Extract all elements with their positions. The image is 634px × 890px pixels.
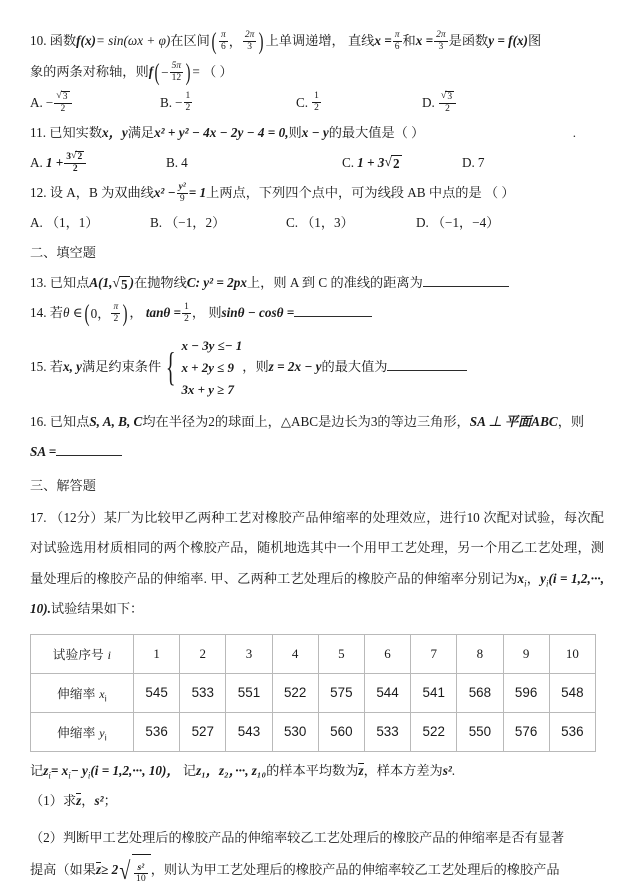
q17-note-z: z bbox=[43, 762, 49, 778]
q15-number: 15. bbox=[30, 358, 47, 374]
table-header-y: 伸缩率 $y_i$ bbox=[31, 712, 134, 751]
table-col-9: 9 bbox=[503, 634, 549, 673]
q17-sub2-line2-b: ，则认为甲工艺处理后的橡胶产品的伸缩率较乙工艺处理后的橡胶产品 bbox=[150, 862, 560, 878]
q10-option-d-value: √ 3 2 bbox=[439, 91, 456, 114]
q15-stem-c: 的最大值为 bbox=[321, 358, 388, 374]
q13-stem-a: 已知点 bbox=[49, 274, 90, 290]
paren-left-icon: ( bbox=[211, 28, 217, 56]
q10-line-text: 直线 bbox=[348, 33, 375, 48]
question-17-note: 记$z_i= x_i- y_i(i = 1,2,\cdot\cdot\cdot$, 10)， 记z₁，z₂，···, z₁₀的样本平均数为z，样本方差为s². bbox=[30, 762, 456, 781]
q11-stem-c: 则 bbox=[288, 124, 302, 140]
q15-answer-blank[interactable] bbox=[387, 357, 467, 371]
q10-interval-text: 在区间 bbox=[170, 33, 210, 48]
table-cell-y-2: 527 bbox=[180, 712, 226, 751]
q10-option-c-value: $\frac{1}{2}$ bbox=[314, 91, 319, 113]
q10-option-b-sign: − bbox=[175, 94, 183, 110]
question-17-sub2-line2 bbox=[30, 853, 604, 889]
q10-yfx: y = f(x) bbox=[488, 33, 528, 48]
experiment-data-table bbox=[30, 634, 596, 752]
q13-curve: C: y² = 2px bbox=[186, 274, 247, 290]
q17-note-range: (i = 1,2,···, 10)， bbox=[90, 762, 180, 778]
q11-option-b[interactable] bbox=[166, 148, 342, 178]
question-11 bbox=[30, 118, 604, 148]
q10-stem-prefix: 函数 bbox=[49, 33, 77, 48]
q16-stem-a: 已知点 bbox=[49, 413, 90, 429]
table-cell-y-10: 536 bbox=[549, 712, 595, 751]
table-cell-x-5: 575 bbox=[318, 673, 364, 712]
q17-sub2-label: （2） bbox=[30, 829, 63, 845]
q13-stem-b: 在抛物线 bbox=[134, 274, 187, 290]
question-12 bbox=[30, 178, 604, 208]
q17-note-minus: − y bbox=[70, 762, 88, 778]
q15-constraint-2: x + 2y ≤ 9 bbox=[181, 359, 234, 375]
q12-option-b-label: B. bbox=[150, 214, 163, 230]
q11-stem-b: 满足 bbox=[127, 124, 155, 140]
q15-constraint-1: x − 3y ≤− 1 bbox=[181, 337, 243, 353]
section-solution: 三、解答题 bbox=[30, 477, 96, 493]
q10-option-d-label: D. bbox=[422, 94, 435, 110]
q10-x1-frac: $\frac{\pi}{6}$ bbox=[394, 30, 400, 52]
table-cell-x-2: 533 bbox=[180, 673, 226, 712]
q17-xi-sub: i bbox=[524, 578, 527, 589]
brace-icon: { bbox=[165, 344, 176, 390]
table-cell-y-8: 550 bbox=[457, 712, 503, 751]
table-cell-x-1: 545 bbox=[134, 673, 180, 712]
q10-fx: f(x) bbox=[76, 33, 96, 48]
q10-option-b[interactable] bbox=[160, 88, 296, 118]
q14-interval-frac: $\frac{\pi}{2}$ bbox=[113, 302, 119, 324]
q17-note-end: . bbox=[451, 762, 456, 778]
q11-option-d-text: 7 bbox=[477, 154, 485, 170]
q17-sub2-zbar: z bbox=[95, 862, 102, 878]
q17-xi: x bbox=[517, 570, 525, 586]
table-cell-x-3: 551 bbox=[226, 673, 272, 712]
paren-right-icon: ) bbox=[258, 28, 265, 56]
q10-mono-text: 上单调递增， bbox=[265, 33, 345, 48]
q10-interval-low: $\frac{\pi}{6}$ bbox=[220, 30, 226, 52]
q10-f-arg-frac: $\frac{5\pi}{12}$ bbox=[171, 61, 182, 83]
table-col-8: 8 bbox=[457, 634, 503, 673]
q17-sub1-comma: ， bbox=[81, 792, 95, 808]
q10-x2-frac: $\frac{2\pi}{3}$ bbox=[436, 30, 446, 52]
question-13 bbox=[30, 268, 604, 298]
q10-f-arg: ( − $\frac{5\pi}{12}$ ) bbox=[154, 59, 191, 87]
q14-stem-a: 若 bbox=[49, 304, 63, 320]
table-cell-y-1: 536 bbox=[134, 712, 180, 751]
question-17-sub2 bbox=[30, 823, 604, 854]
q13-point-close: ) bbox=[129, 274, 135, 290]
table-cell-x-4: 522 bbox=[272, 673, 318, 712]
q13-number: 13. bbox=[30, 274, 47, 290]
q11-option-c-label: C. bbox=[342, 154, 355, 170]
q15-constraint-3: 3x + y ≥ 7 bbox=[181, 381, 234, 397]
q12-stem-a: 设 A，B 为双曲线 bbox=[49, 184, 154, 200]
q13-answer-blank[interactable] bbox=[423, 273, 509, 287]
question-14 bbox=[30, 298, 604, 329]
q10-f-eq: = （ ） bbox=[192, 63, 233, 79]
q16-stem-c: ，则 bbox=[557, 413, 585, 429]
table-header-index: 试验序号 i bbox=[31, 634, 134, 673]
paren-left-icon: ( bbox=[154, 59, 160, 87]
q17-para1: 某厂为比较甲乙两种工艺对橡胶产品伸缩率的处理效应，进行10 次配对试验，每次配对试验选用材质相同的两个橡胶产品，随机地选其中一个用甲工艺处理，另一个用乙工艺处理，测量处理后的橡胶产品的伸缩率. 甲、乙两种工艺处理后的橡胶产品的伸缩率分别记为 bbox=[30, 509, 604, 586]
q12-option-a-text: （1，1） bbox=[45, 214, 99, 230]
q17-sub2-text: 判断甲工艺处理后的橡胶产品的伸缩率较乙工艺处理后的橡胶产品的伸缩率是否有显著 bbox=[62, 829, 565, 845]
q17-score: （12分） bbox=[50, 509, 104, 525]
table-cell-y-7: 522 bbox=[411, 712, 457, 751]
q13-stem-c: 上，则 A 到 C 的准线的距离为 bbox=[246, 274, 423, 290]
q17-note-mean: 的样本平均数为 bbox=[266, 762, 359, 778]
q11-stray-mark: . bbox=[572, 124, 576, 140]
table-cell-x-6: 544 bbox=[364, 673, 410, 712]
q11-option-a[interactable] bbox=[30, 148, 166, 178]
table-col-6: 6 bbox=[364, 634, 410, 673]
q12-option-d-label: D. bbox=[416, 214, 429, 230]
q16-sa-answer-label: SA = bbox=[30, 443, 57, 459]
paren-right-icon: ) bbox=[122, 300, 128, 328]
q14-tan: tanθ = bbox=[145, 304, 182, 320]
q15-objective: z = 2x − y bbox=[268, 358, 322, 374]
table-row-x bbox=[31, 673, 596, 712]
table-cell-x-8: 568 bbox=[457, 673, 503, 712]
q14-answer-blank[interactable] bbox=[294, 303, 372, 317]
table-col-2: 2 bbox=[180, 634, 226, 673]
q16-perp-plane: 平面ABC bbox=[504, 413, 558, 429]
question-17-sub1 bbox=[30, 786, 604, 816]
table-col-7: 7 bbox=[411, 634, 457, 673]
q17-yi: y bbox=[540, 570, 547, 586]
q11-number: 11. bbox=[30, 124, 46, 140]
q16-answer-blank[interactable] bbox=[56, 442, 122, 456]
q16-stem-b: 均在半径为2的球面上，△ABC是边长为3的等边三角形， bbox=[142, 413, 470, 429]
table-col-1: 1 bbox=[134, 634, 180, 673]
q12-number: 12. bbox=[30, 184, 47, 200]
q10-he: 和 bbox=[402, 33, 416, 48]
q15-comma: ， bbox=[242, 358, 256, 374]
q17-note-var: ，样本方差为 bbox=[363, 762, 443, 778]
q17-sub1-zbar: z bbox=[76, 792, 82, 808]
q12-eq-right: = 1 bbox=[188, 184, 207, 200]
q17-note-list: z₁，z₂，···, z₁₀ bbox=[196, 762, 267, 778]
q11-option-a-label: A. bbox=[30, 154, 43, 170]
q10-option-b-value: $\frac{1}{2}$ bbox=[185, 91, 191, 113]
q10-option-a-value: √ 3 2 bbox=[54, 91, 71, 114]
q10-graph-text: 图 bbox=[527, 33, 542, 48]
sqrt-icon: √ 3 bbox=[56, 89, 68, 102]
q17-note-zbar: z bbox=[358, 762, 364, 778]
q14-number: 14. bbox=[30, 304, 47, 320]
q15-constraint-system bbox=[161, 335, 242, 401]
q11-expr: x − y bbox=[301, 124, 329, 140]
q17-number: 17. bbox=[30, 509, 47, 525]
q12-eq-frac: $\frac{\text{y²}}{9}$ bbox=[178, 182, 186, 204]
q16-perp-sa: SA ⊥ bbox=[469, 413, 502, 429]
q12-option-b[interactable] bbox=[150, 208, 286, 238]
q11-option-c-text: 1 + 3 bbox=[357, 154, 385, 170]
sqrt-icon: √ 2 bbox=[384, 154, 400, 171]
paren-right-icon: ) bbox=[185, 59, 191, 87]
q12-stem-b: 上两点，下列四个点中，可为线段 AB 中点的是 （ ） bbox=[206, 184, 515, 200]
q12-eq-left: x² − bbox=[153, 184, 176, 200]
q11-option-b-label: B. bbox=[166, 154, 179, 170]
table-cell-y-6: 533 bbox=[364, 712, 410, 751]
q11-stem-a: 已知实数 bbox=[49, 124, 103, 140]
q14-ze: 则 bbox=[208, 304, 222, 320]
section-fill-in-blank: 二、填空题 bbox=[30, 244, 96, 260]
q10-option-b-label: B. bbox=[160, 94, 173, 110]
q10-option-d[interactable] bbox=[422, 88, 457, 118]
q12-option-d[interactable] bbox=[416, 208, 499, 238]
q17-sub2-ge: ≥ 2 bbox=[101, 862, 119, 878]
question-15 bbox=[30, 335, 604, 401]
table-col-10: 10 bbox=[549, 634, 595, 673]
q12-option-c-text: （1，3） bbox=[301, 214, 354, 230]
q17-note-ji: 记 bbox=[182, 762, 197, 778]
table-cell-y-4: 530 bbox=[272, 712, 318, 751]
table-cell-x-7: 541 bbox=[411, 673, 457, 712]
sqrt-icon: √ 2 bbox=[70, 149, 83, 162]
q17-sub1-label: （1） bbox=[30, 792, 63, 808]
question-10-options bbox=[30, 88, 604, 118]
table-cell-y-9: 576 bbox=[503, 712, 549, 751]
question-16 bbox=[30, 407, 604, 437]
q11-option-b-text: 4 bbox=[181, 154, 188, 170]
q13-point: A(1, bbox=[89, 274, 113, 290]
table-row-header bbox=[31, 634, 596, 673]
q10-x1: x = bbox=[374, 33, 392, 48]
question-12-options bbox=[30, 208, 604, 238]
q17-sub1-end: ； bbox=[103, 792, 117, 808]
q17-sub2-sqrt-frac: $\frac{\text{s²}}{10}$ bbox=[135, 861, 146, 885]
q12-option-d-text: （−1，−4） bbox=[431, 214, 500, 230]
question-11-options bbox=[30, 148, 604, 178]
q10-option-a-label: A. bbox=[30, 94, 43, 110]
table-header-x: 伸缩率 $x_i$ bbox=[31, 673, 134, 712]
q17-note-eq: = x bbox=[50, 762, 69, 778]
q11-option-d[interactable] bbox=[462, 148, 484, 178]
q17-note-s2: s² bbox=[442, 762, 452, 778]
q14-tan-frac: $\frac{1}{2}$ bbox=[184, 302, 189, 324]
q10-f-symbol: f bbox=[148, 63, 154, 79]
q10-axes-text: 是函数 bbox=[448, 33, 489, 48]
sqrt-icon: √ 5 bbox=[112, 274, 128, 292]
q11-stem-d: 的最大值是（ ） bbox=[328, 124, 425, 140]
table-cell-x-9: 596 bbox=[503, 673, 549, 712]
q15-vars: x, y bbox=[62, 358, 83, 374]
q10-eq: = sin(ωx + φ) bbox=[95, 33, 171, 48]
q10-option-a-sign: − bbox=[45, 94, 54, 110]
table-col-4: 4 bbox=[272, 634, 318, 673]
q16-points: S, A, B, C bbox=[89, 413, 143, 429]
q14-expr: sinθ − cosθ = bbox=[221, 304, 295, 320]
question-10-line2 bbox=[30, 57, 604, 88]
q10-line2-prefix: 象的两条对称轴，则 bbox=[30, 63, 149, 79]
q12-option-c-label: C. bbox=[286, 214, 299, 230]
q11-option-d-label: D. bbox=[462, 154, 475, 170]
q14-comma1: ， bbox=[129, 304, 143, 320]
question-10 bbox=[30, 26, 604, 57]
q10-interval-high: $\frac{2\pi}{3}$ bbox=[244, 30, 255, 52]
q10-interval: ( $\frac{\pi}{6}$ ， $\frac{2\pi}{3}$ ) bbox=[211, 28, 265, 56]
q11-equation: x² + y² − 4x − 2y − 4 = 0, bbox=[154, 124, 289, 140]
table-cell-y-3: 543 bbox=[226, 712, 272, 751]
q11-option-a-value: 3 √ 2 2 bbox=[64, 151, 86, 174]
q17-index-range: (i = 1,2,···, 10). bbox=[30, 570, 604, 617]
q17-para1-end: 试验结果如下： bbox=[50, 601, 144, 617]
q12-option-b-text: （−1，2） bbox=[165, 214, 226, 230]
q14-theta-in: θ ∈ bbox=[62, 304, 83, 320]
q15-ze: 则 bbox=[255, 358, 269, 374]
paren-left-icon: ( bbox=[84, 300, 90, 328]
q10-option-c-label: C. bbox=[296, 94, 309, 110]
q10-x2: x = bbox=[415, 33, 434, 48]
q11-vars: x，y bbox=[102, 124, 128, 140]
q10-number: 10. bbox=[30, 33, 47, 48]
q16-number: 16. bbox=[30, 413, 47, 429]
question-16-line2 bbox=[30, 437, 604, 467]
q14-comma2: ， bbox=[191, 304, 206, 320]
q17-yi-sub: i bbox=[546, 578, 549, 589]
q10-option-a[interactable] bbox=[30, 88, 160, 118]
q12-option-a-label: A. bbox=[30, 214, 43, 230]
question-17 bbox=[30, 503, 604, 625]
q12-option-c[interactable] bbox=[286, 208, 416, 238]
q17-sub1-s2: s² bbox=[94, 792, 104, 808]
q12-option-a[interactable] bbox=[30, 208, 150, 238]
q11-option-a-text: 1 + bbox=[45, 154, 64, 170]
q17-sub2-sqrt bbox=[118, 854, 151, 890]
q11-option-c[interactable] bbox=[342, 148, 462, 178]
q17-note-prefix: 记 bbox=[30, 762, 44, 778]
q15-stem-b: 满足约束条件 bbox=[82, 358, 162, 374]
sqrt-icon: √ bbox=[119, 858, 131, 886]
q17-sub1-text: 求 bbox=[62, 792, 77, 808]
q17-sub2-line2-a: 提高（如果 bbox=[30, 862, 96, 878]
table-cell-y-5: 560 bbox=[318, 712, 364, 751]
sqrt-icon: √ 3 bbox=[440, 89, 453, 102]
q17-comma: ， bbox=[526, 570, 541, 586]
q10-option-c[interactable] bbox=[296, 88, 422, 118]
q15-stem-a: 若 bbox=[49, 358, 63, 374]
table-row-y bbox=[31, 712, 596, 751]
table-col-3: 3 bbox=[226, 634, 272, 673]
table-cell-x-10: 548 bbox=[549, 673, 595, 712]
q14-interval: ( 0， $\frac{\pi}{2}$ ) bbox=[84, 300, 128, 328]
table-col-5: 5 bbox=[318, 634, 364, 673]
